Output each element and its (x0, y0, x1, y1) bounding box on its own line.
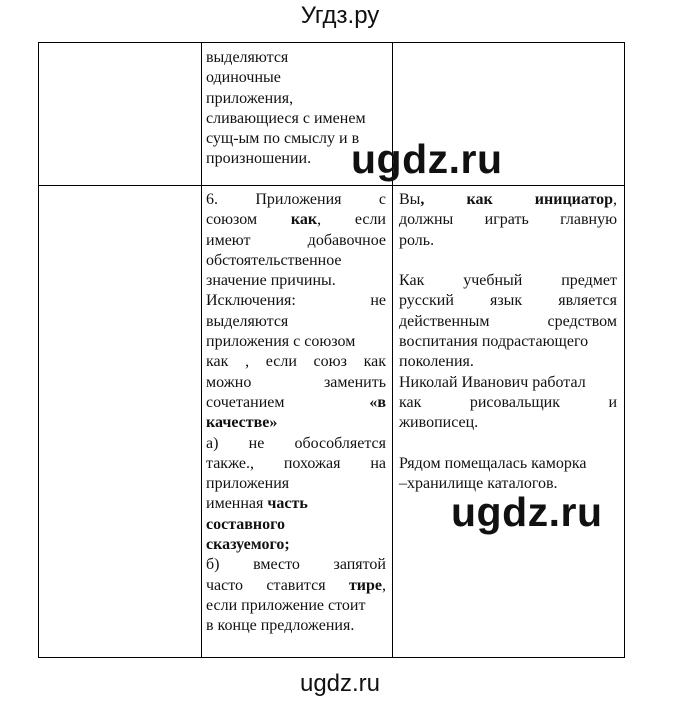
examples-cell-row2 (399, 190, 617, 494)
text-line: Николай Иванович работал (399, 373, 586, 391)
text-line: сущ-ым по смыслу и в (206, 130, 360, 148)
rule-cell-row2 (206, 190, 386, 637)
text-line: сочетанием «в (206, 393, 386, 411)
text-line: в конце предложения. (206, 617, 355, 635)
text-line: часто ставится тире, (206, 576, 387, 594)
text-line: живописец. (399, 414, 479, 432)
text-line: поколения. (399, 353, 474, 371)
text-line: приложения (206, 475, 290, 493)
text-line: обстоятельственное (206, 251, 342, 269)
text-line: имеют добавочное (206, 231, 386, 249)
text-line: –хранилище каталогов. (399, 475, 558, 493)
text-line: приложения с союзом (206, 333, 356, 351)
text-line: можно заменить (206, 373, 386, 391)
site-title: Угдз.ру (300, 2, 380, 29)
text-line: роль. (399, 231, 435, 249)
text-line: Исключения: не (206, 292, 386, 310)
text-line: Вы, как инициатор, (399, 191, 618, 208)
text-line: качестве» (206, 414, 278, 432)
text-line: сказуемого; (206, 536, 290, 554)
text-line: составного (206, 515, 285, 533)
text-line: выделяются (206, 312, 289, 330)
text-line: воспитания подрастающего (399, 333, 589, 351)
text-line: одиночные (206, 69, 281, 87)
text-line: как рисовальщик и (399, 393, 617, 411)
text-line: действенным средством (399, 312, 617, 330)
text-line: 6. Приложения с (206, 191, 386, 208)
text-line: произношении. (206, 150, 312, 168)
text-line: Рядом помещалась каморка (399, 454, 587, 472)
text-line: приложения, (206, 89, 294, 107)
text-line: а) не обособляется (206, 434, 386, 452)
watermark: ugdz.ru (351, 136, 503, 182)
text-line: если приложение стоит (206, 596, 366, 614)
site-footer: ugdz.ru (299, 670, 381, 697)
text-line: сливающиеся с именем (206, 109, 366, 127)
text-line: также., похожая на (206, 454, 387, 472)
rules-table (38, 42, 625, 658)
text-line: русский язык является (399, 292, 618, 310)
text-line: б) вместо запятой (206, 556, 386, 574)
text-line: союзом как, если (206, 211, 386, 229)
text-line: должны играть главную (399, 211, 618, 229)
text-line: значение причины. (206, 272, 336, 290)
column-divider (201, 43, 202, 657)
text-line: как , если союз как (206, 353, 386, 371)
watermark: ugdz.ru (451, 489, 603, 535)
text-line: выделяются (206, 49, 289, 66)
text-line: Как учебный предмет (399, 272, 618, 290)
text-line: именная часть (206, 495, 308, 513)
row-divider (39, 185, 624, 186)
